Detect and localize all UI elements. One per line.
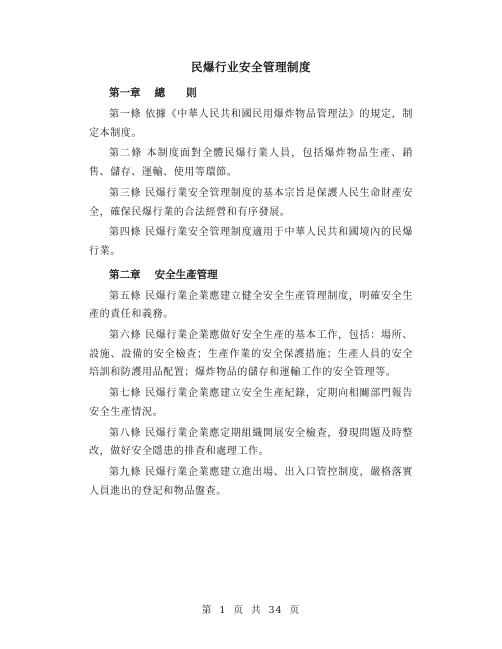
article-paragraph: 第九條 民爆行業企業應建立進出場、出入口管控制度，嚴格落實人員進出的登記和物品盤查。 <box>89 466 413 497</box>
chapter-heading: 第二章 安全生產管理 <box>109 268 218 281</box>
document-title: 民爆行业安全管理制度 <box>191 60 311 74</box>
article-paragraph: 第三條 民爆行業安全管理制度的基本宗旨是保護人民生命財產安全，確保民爆行業的合法經營和有序發展。 <box>89 187 413 218</box>
article-paragraph: 第二條 本制度面對全體民爆行業人員，包括爆炸物品生產、銷售、儲存、運輸、使用等環節。 <box>89 148 413 179</box>
page-footer: 第 1 页 共 34 页 <box>201 605 301 616</box>
article-paragraph: 第七條 民爆行業企業應建立安全生產紀錄，定期向相關部門報告安全生產情況。 <box>89 388 413 418</box>
article-paragraph: 第一條 依據《中華人民共和國民用爆炸物品管理法》的規定，制定本制度。 <box>89 109 413 139</box>
article-paragraph: 第六條 民爆行業企業應做好安全生產的基本工作，包括：場所、設施、設備的安全檢查；生產作業的安全保護措施；生產人員的安全培訓和防護用品配置；爆炸物品的儲存和運輸工作的安全管理等。 <box>89 330 413 379</box>
chapter-heading: 第一章 總 則 <box>109 87 197 99</box>
article-paragraph: 第四條 民爆行業安全管理制度適用于中華人民共和國境內的民爆行業。 <box>89 227 413 257</box>
document-body <box>89 80 413 503</box>
article-paragraph: 第五條 民爆行業企業應建立健全安全生產管理制度，明確安全生產的責任和義務。 <box>89 290 413 321</box>
article-paragraph: 第八條 民爆行業企業應定期組織開展安全檢查，發現問題及時整改，做好安全隱患的排查和處理工作。 <box>89 427 413 458</box>
